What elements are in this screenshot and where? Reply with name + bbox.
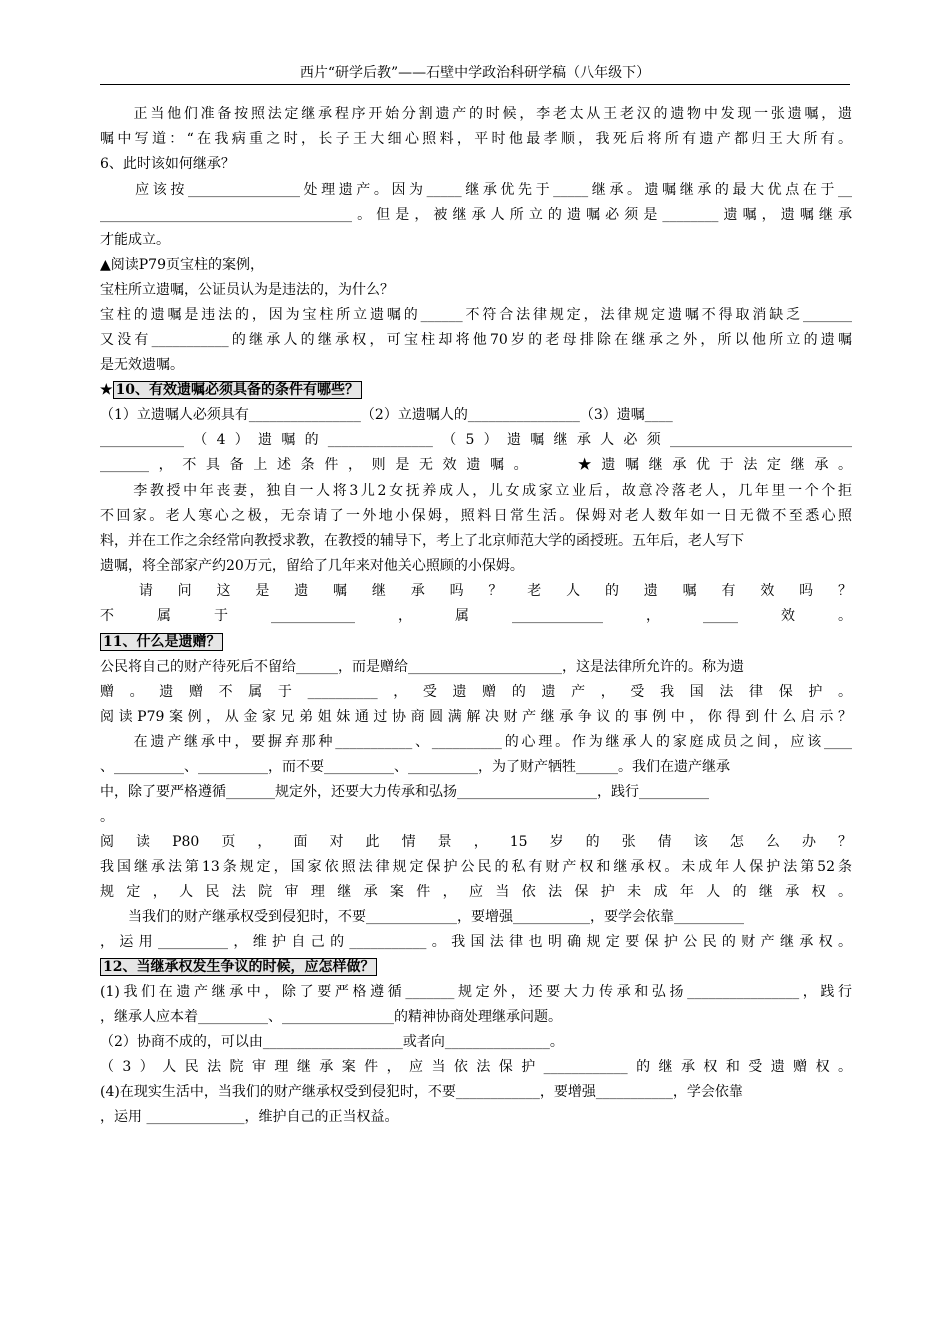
text-line: ，运用__________，维护自己的___________。我国法律也明确规定要保护公民的财产继承权。 xyxy=(100,934,852,950)
text-line: 阅读P79案例，从金家兄弟姐妹通过协商圆满解决财产继承争议的事例中，你得到什么启示？ xyxy=(100,709,852,725)
star-icon: ★ xyxy=(100,382,113,398)
text-line: 宝柱的遗嘱是违法的，因为宝柱所立遗嘱的______不符合法律规定，法律规定遗嘱不得取消缺乏_______ xyxy=(100,307,852,323)
text-line: _______，不具备上述条件，则是无效遗嘱。 ★遗嘱继承优于法定继承。 xyxy=(100,457,852,473)
text-line: 6、此时该如何继承？ xyxy=(100,156,235,172)
header-divider xyxy=(100,84,850,85)
text-line: 料，并在工作之余经常向教授求教，在教授的辅导下，考上了北京师范大学的函授班。五年后，老人写下 xyxy=(100,533,744,549)
text-line: 不属于____________，属_____________，_____效。 xyxy=(100,608,852,624)
text-line: 中，除了要严格遵循_______规定外，还要大力传承和弘扬____________________，践行__________ xyxy=(100,784,709,800)
text-line: （2）协商不成的，可以由____________________或者向_______________。 xyxy=(100,1034,564,1050)
text-line: ____________________________________。但是，被继承人所立的遗嘱必须是________遗嘱，遗嘱继承 xyxy=(100,207,852,223)
text-line: 赠。遗赠不属于__________，受遗赠的遗产，受我国法律保护。 xyxy=(100,684,852,700)
text-line: 不回家。老人寒心之极，无奈请了一外地小保姆，照料日常生活。保姆对老人数年如一日无微不至悉心照 xyxy=(100,508,852,524)
text-line: 应该按________________处理遗产。因为_____继承优先于_____继承。遗嘱继承的最大优点在于__ xyxy=(100,182,852,198)
text-line: （3）人民法院审理继承案件，应当依法保护____________的继承权和受遗赠权。 xyxy=(100,1059,852,1075)
section-heading xyxy=(100,380,362,400)
section-heading-label: 12、当继承权发生争议的时候，应怎样做？ xyxy=(100,958,377,976)
text-line: ，继承人应本着__________、________________的精神协商处理继承问题。 xyxy=(100,1009,562,1025)
text-line: ，运用 ______________，维护自己的正当权益。 xyxy=(100,1109,399,1125)
text-line: 阅读P80页，面对此情景，15岁的张倩该怎么办？ xyxy=(100,834,852,850)
text-line: (4)在现实生活中，当我们的财产继承权受到侵犯时，不要____________，要增强___________，学会依靠 xyxy=(100,1084,743,1100)
text-line: 宝柱所立遗嘱，公证员认为是违法的，为什么？ xyxy=(100,282,394,298)
text-line: 、__________、__________，而不要__________、__________，为了财产牺牲______。我们在遗产继承 xyxy=(100,759,730,775)
page-header: 西片“研学后教”——石壁中学政治科研学稿（八年级下） xyxy=(299,65,651,81)
text-line: 李教授中年丧妻，独自一人将3儿2女抚养成人，儿女成家立业后，故意冷落老人，几年里一个个拒 xyxy=(100,483,852,499)
text-line: (1)我们在遗产继承中，除了要严格遵循_______规定外，还要大力传承和弘扬________________，践行 xyxy=(100,984,852,1000)
text-line: ____________（4）遗嘱的_______________（5）遗嘱继承人必须__________________________ xyxy=(100,432,852,448)
section-heading xyxy=(100,957,377,977)
text-line: 才能成立。 xyxy=(100,232,170,248)
section-heading-label: 10、有效遗嘱必须具备的条件有哪些？ xyxy=(113,381,362,399)
text-line: 遗嘱，将全部家产约20万元，留给了几年来对他关心照顾的小保姆。 xyxy=(100,558,524,574)
section-heading-label: 11、什么是遗赠？ xyxy=(100,633,223,651)
text-line: （1）立遗嘱人必须具有________________（2）立遗嘱人的________________（3）遗嘱____ xyxy=(100,407,673,423)
section-heading xyxy=(100,632,223,652)
text-line: 在遗产继承中，要摒弃那种___________、__________的心理。作为继承人的家庭成员之间，应该____ xyxy=(100,734,852,750)
text-line: ▲阅读P79页宝柱的案例， xyxy=(100,257,265,273)
text-line: 公民将自己的财产待死后不留给______，而是赠给______________________，这是法律所允许的。称为遗 xyxy=(100,659,744,675)
text-line: 当我们的财产继承权受到侵犯时，不要_____________，要增强___________，要学会依靠__________ xyxy=(100,909,744,925)
text-line: 我国继承法第13条规定，国家依照法律规定保护公民的私有财产权和继承权。未成年人保护法第52条 xyxy=(100,859,852,875)
text-line: 。 xyxy=(100,809,114,825)
text-line: 嘱中写道：“在我病重之时，长子王大细心照料，平时他最孝顺，我死后将所有遗产都归王大所有。 xyxy=(100,131,852,147)
text-line: 是无效遗嘱。 xyxy=(100,357,184,373)
text-line: 又没有___________的继承人的继承权，可宝柱却将他70岁的老母排除在继承之外，所以他所立的遗嘱 xyxy=(100,332,852,348)
text-line: 规定，人民法院审理继承案件，应当依法保护未成年人的继承权。 xyxy=(100,884,852,900)
text-line: 正当他们准备按照法定继承程序开始分割遗产的时候，李老太从王老汉的遗物中发现一张遗嘱，遗 xyxy=(100,106,852,122)
text-line: 请问这是遗嘱继承吗？老人的遗嘱有效吗？ xyxy=(100,583,852,599)
